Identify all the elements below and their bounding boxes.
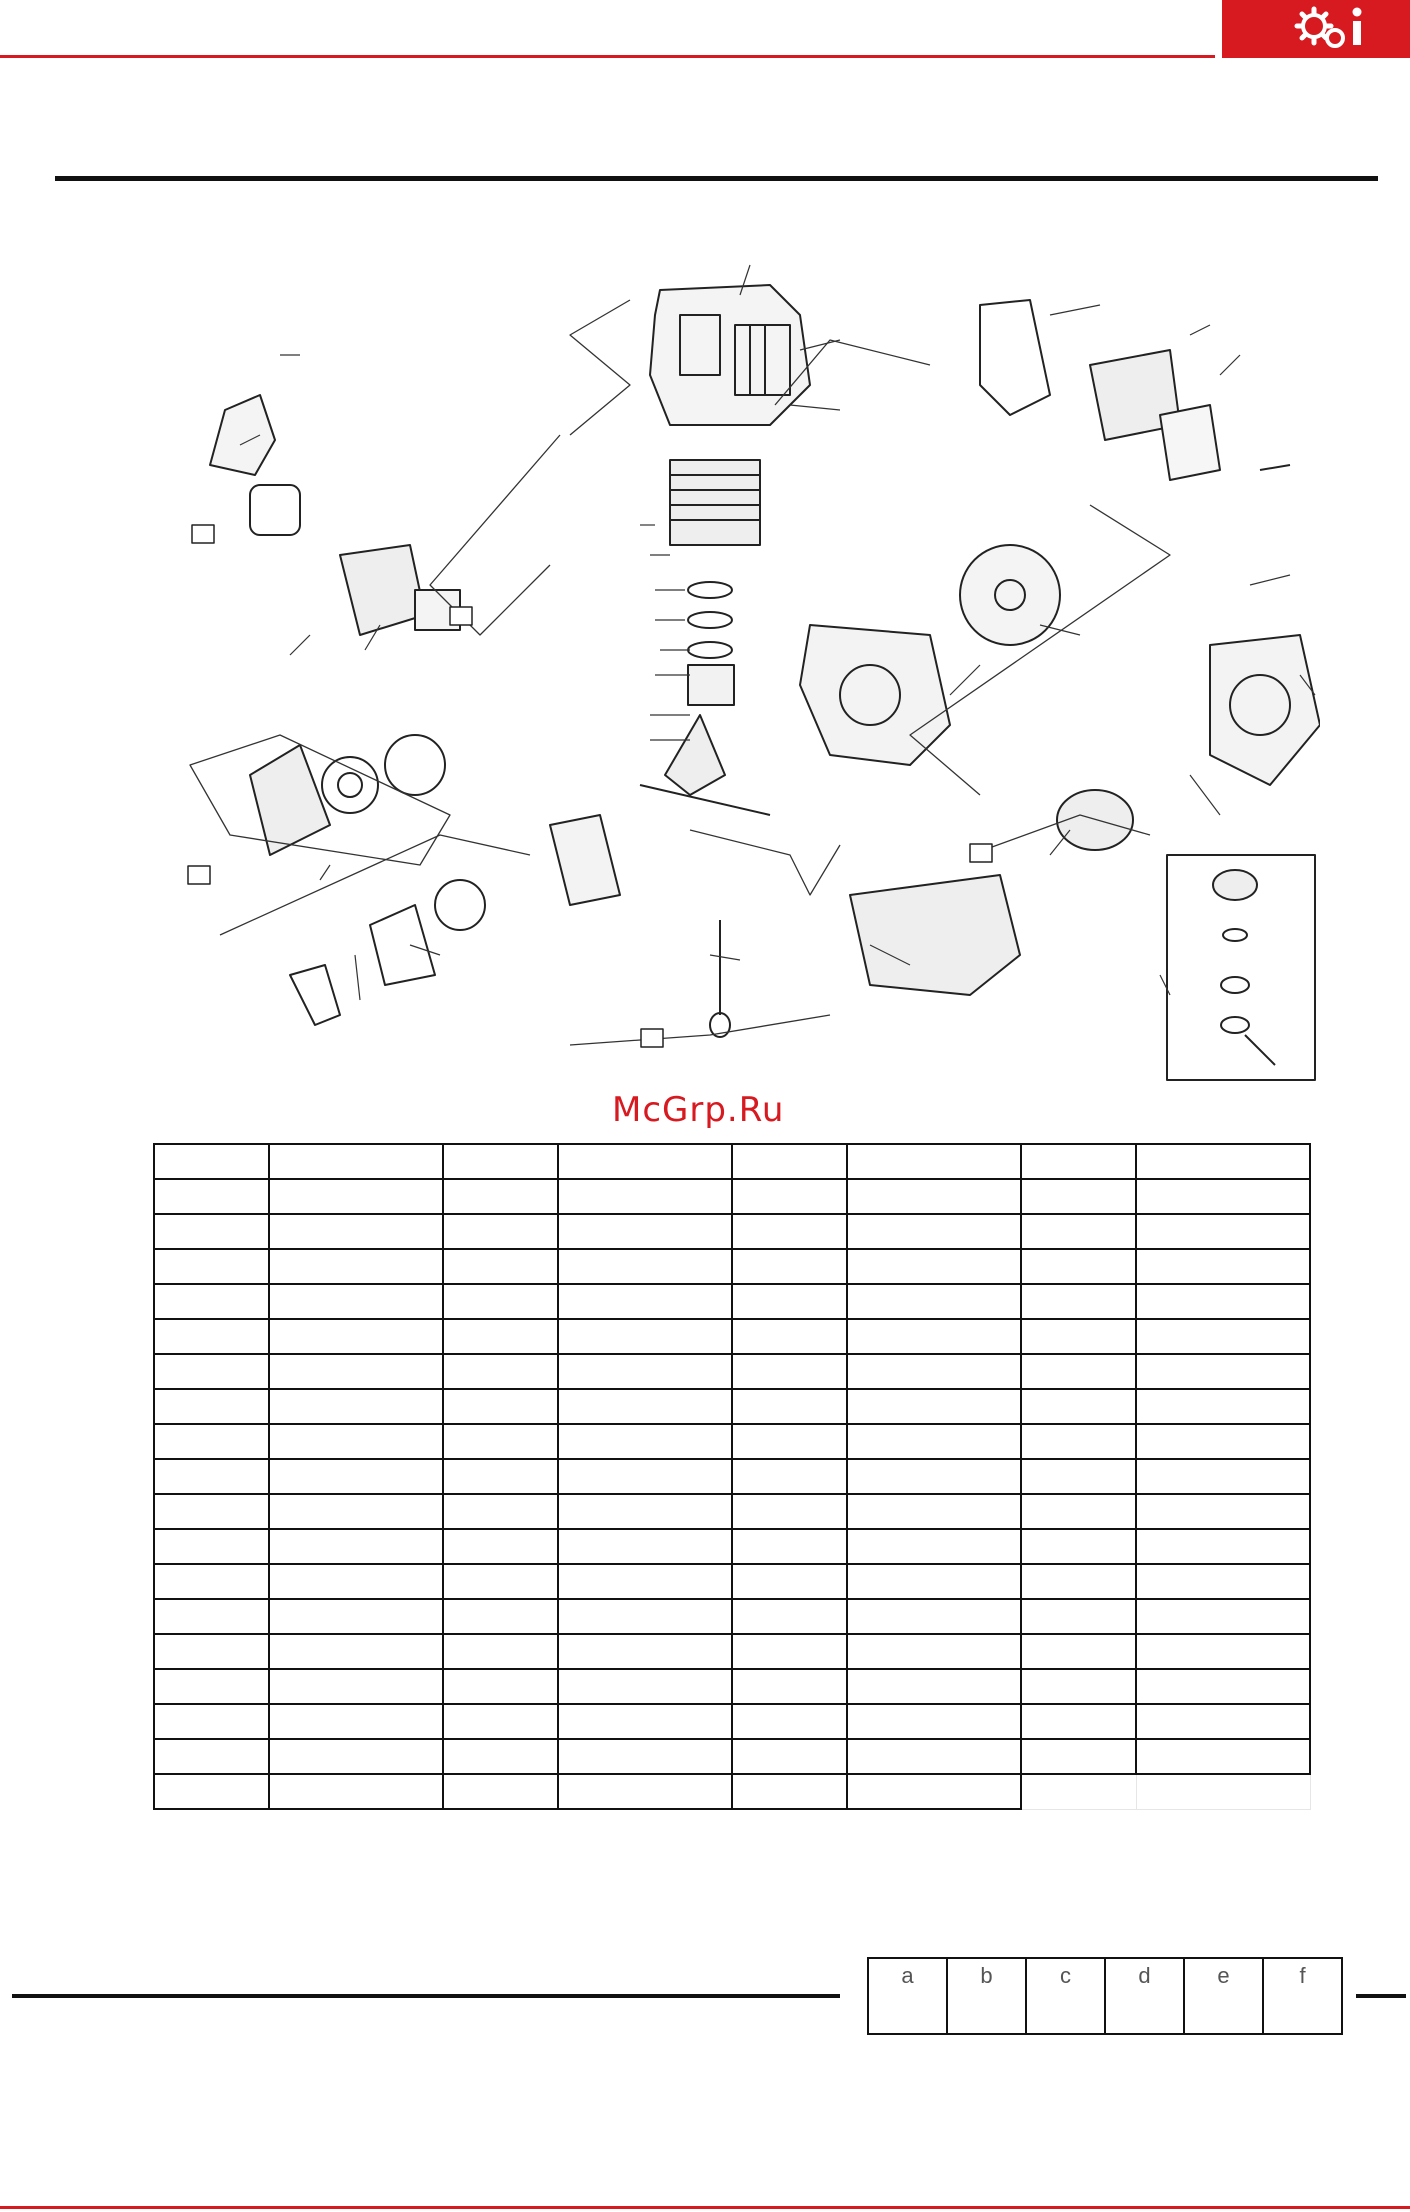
table-cell bbox=[732, 1529, 847, 1564]
language-tab-b[interactable]: b bbox=[947, 1958, 1026, 2034]
table-cell bbox=[558, 1214, 732, 1249]
table-cell bbox=[732, 1249, 847, 1284]
table-cell bbox=[1021, 1599, 1136, 1634]
brand-box bbox=[1222, 0, 1410, 58]
table-cell bbox=[732, 1144, 847, 1179]
table-row bbox=[154, 1389, 1310, 1424]
table-cell bbox=[1136, 1459, 1310, 1494]
table-cell bbox=[1021, 1284, 1136, 1319]
table-cell bbox=[443, 1284, 558, 1319]
language-tab-d[interactable]: d bbox=[1105, 1958, 1184, 2034]
table-cell bbox=[732, 1284, 847, 1319]
table-cell bbox=[1021, 1144, 1136, 1179]
table-cell bbox=[732, 1494, 847, 1529]
table-cell bbox=[1021, 1704, 1136, 1739]
table-cell bbox=[269, 1459, 443, 1494]
table-cell bbox=[847, 1214, 1021, 1249]
table-cell bbox=[269, 1599, 443, 1634]
table-cell bbox=[558, 1319, 732, 1354]
table-cell bbox=[558, 1179, 732, 1214]
table-cell bbox=[443, 1424, 558, 1459]
table-cell bbox=[1136, 1704, 1310, 1739]
table-cell bbox=[443, 1704, 558, 1739]
table-cell bbox=[154, 1774, 269, 1809]
table-cell bbox=[269, 1284, 443, 1319]
table-cell bbox=[732, 1739, 847, 1774]
table-cell bbox=[154, 1704, 269, 1739]
table-cell bbox=[558, 1424, 732, 1459]
table-cell bbox=[732, 1389, 847, 1424]
table-cell bbox=[1021, 1214, 1136, 1249]
table-cell bbox=[1136, 1739, 1310, 1774]
table-cell bbox=[443, 1459, 558, 1494]
starter-housing-part bbox=[1210, 635, 1320, 785]
table-cell bbox=[1136, 1284, 1310, 1319]
table-cell bbox=[1021, 1389, 1136, 1424]
table-cell bbox=[558, 1284, 732, 1319]
table-cell bbox=[269, 1669, 443, 1704]
table-cell bbox=[269, 1389, 443, 1424]
table-row bbox=[154, 1494, 1310, 1529]
table-cell bbox=[732, 1424, 847, 1459]
table-cell bbox=[1136, 1214, 1310, 1249]
table-cell bbox=[558, 1459, 732, 1494]
table-cell bbox=[1136, 1774, 1310, 1809]
table-cell bbox=[443, 1354, 558, 1389]
table-cell bbox=[1021, 1669, 1136, 1704]
table-cell bbox=[847, 1564, 1021, 1599]
table-row bbox=[154, 1319, 1310, 1354]
table-cell bbox=[269, 1739, 443, 1774]
table-cell bbox=[269, 1494, 443, 1529]
table-cell bbox=[154, 1284, 269, 1319]
table-cell bbox=[269, 1249, 443, 1284]
flywheel-part bbox=[960, 545, 1060, 645]
footer-red-line bbox=[0, 2206, 1410, 2209]
table-cell bbox=[732, 1354, 847, 1389]
table-cell bbox=[847, 1599, 1021, 1634]
table-cell bbox=[1136, 1179, 1310, 1214]
table-cell bbox=[847, 1494, 1021, 1529]
table-cell bbox=[847, 1634, 1021, 1669]
table-row bbox=[154, 1459, 1310, 1494]
table-cell bbox=[732, 1704, 847, 1739]
parts-table bbox=[153, 1143, 1311, 1810]
table-row bbox=[154, 1354, 1310, 1389]
table-cell bbox=[443, 1214, 558, 1249]
table-cell bbox=[847, 1144, 1021, 1179]
table-cell bbox=[443, 1564, 558, 1599]
bottom-rule bbox=[12, 1994, 840, 1998]
cover-plate-part bbox=[290, 965, 340, 1025]
table-cell bbox=[269, 1179, 443, 1214]
table-cell bbox=[1136, 1249, 1310, 1284]
table-cell bbox=[443, 1739, 558, 1774]
table-cell bbox=[847, 1739, 1021, 1774]
table-cell bbox=[558, 1494, 732, 1529]
table-cell bbox=[558, 1774, 732, 1809]
table-row bbox=[154, 1249, 1310, 1284]
table-cell bbox=[154, 1214, 269, 1249]
table-cell bbox=[443, 1634, 558, 1669]
table-row bbox=[154, 1144, 1310, 1179]
table-cell bbox=[1136, 1564, 1310, 1599]
cylinder-part bbox=[670, 460, 760, 545]
gasket-part bbox=[370, 905, 435, 985]
table-cell bbox=[847, 1459, 1021, 1494]
fuel-line-part bbox=[710, 920, 730, 1037]
table-cell bbox=[558, 1354, 732, 1389]
recoil-starter-part bbox=[250, 735, 445, 855]
table-cell bbox=[154, 1319, 269, 1354]
language-tab-c[interactable]: c bbox=[1026, 1958, 1105, 2034]
table-cell bbox=[1021, 1634, 1136, 1669]
table-cell bbox=[154, 1424, 269, 1459]
table-cell bbox=[847, 1704, 1021, 1739]
table-cell bbox=[1021, 1739, 1136, 1774]
table-cell bbox=[1136, 1529, 1310, 1564]
table-cell bbox=[1021, 1564, 1136, 1599]
table-cell bbox=[732, 1564, 847, 1599]
table-cell bbox=[154, 1739, 269, 1774]
heat-shield-part bbox=[980, 300, 1050, 415]
table-cell bbox=[1021, 1249, 1136, 1284]
exploded-parts-diagram bbox=[150, 255, 1320, 1090]
table-row bbox=[154, 1529, 1310, 1564]
table-cell bbox=[558, 1564, 732, 1599]
language-tabs bbox=[867, 1957, 1343, 2035]
right-rule bbox=[1356, 1994, 1406, 1998]
table-row bbox=[154, 1774, 1310, 1809]
header-red-line bbox=[0, 55, 1215, 58]
table-row bbox=[154, 1739, 1310, 1774]
table-row bbox=[154, 1599, 1310, 1634]
table-cell bbox=[443, 1599, 558, 1634]
clutch-part bbox=[1057, 790, 1133, 850]
table-cell bbox=[443, 1669, 558, 1704]
table-cell bbox=[847, 1774, 1021, 1809]
crankshaft-part bbox=[640, 715, 770, 815]
table-cell bbox=[1021, 1424, 1136, 1459]
table-cell bbox=[269, 1704, 443, 1739]
table-row bbox=[154, 1564, 1310, 1599]
table-cell bbox=[1021, 1774, 1136, 1809]
table-cell bbox=[154, 1494, 269, 1529]
table-cell bbox=[732, 1214, 847, 1249]
table-cell bbox=[1136, 1144, 1310, 1179]
table-cell bbox=[558, 1249, 732, 1284]
table-cell bbox=[1021, 1529, 1136, 1564]
table-cell bbox=[443, 1529, 558, 1564]
table-cell bbox=[269, 1319, 443, 1354]
table-cell bbox=[1021, 1354, 1136, 1389]
table-cell bbox=[443, 1319, 558, 1354]
table-row bbox=[154, 1634, 1310, 1669]
air-filter-cover-part bbox=[210, 395, 300, 535]
table-cell bbox=[558, 1739, 732, 1774]
language-tab-a[interactable]: a bbox=[868, 1958, 947, 2034]
table-cell bbox=[443, 1179, 558, 1214]
table-cell bbox=[1136, 1389, 1310, 1424]
fuel-cap-part bbox=[1213, 870, 1275, 1065]
table-cell bbox=[847, 1669, 1021, 1704]
table-cell bbox=[443, 1249, 558, 1284]
table-cell bbox=[154, 1249, 269, 1284]
table-cell bbox=[847, 1249, 1021, 1284]
table-cell bbox=[732, 1669, 847, 1704]
table-cell bbox=[558, 1704, 732, 1739]
table-cell bbox=[558, 1599, 732, 1634]
table-cell bbox=[1136, 1424, 1310, 1459]
top-rule bbox=[55, 176, 1378, 181]
table-cell bbox=[154, 1599, 269, 1634]
table-cell bbox=[154, 1459, 269, 1494]
language-tab-f[interactable]: f bbox=[1263, 1958, 1342, 2034]
table-cell bbox=[847, 1319, 1021, 1354]
table-cell bbox=[154, 1144, 269, 1179]
gears-info-icon bbox=[1222, 0, 1410, 58]
piston-part bbox=[688, 582, 734, 705]
table-cell bbox=[1021, 1319, 1136, 1354]
table-cell bbox=[1021, 1179, 1136, 1214]
table-cell bbox=[732, 1634, 847, 1669]
table-cell bbox=[847, 1529, 1021, 1564]
table-row bbox=[154, 1424, 1310, 1459]
table-cell bbox=[558, 1144, 732, 1179]
table-cell bbox=[732, 1319, 847, 1354]
table-cell bbox=[732, 1599, 847, 1634]
table-cell bbox=[558, 1669, 732, 1704]
muffler-part bbox=[1090, 350, 1290, 480]
table-row bbox=[154, 1704, 1310, 1739]
table-cell bbox=[269, 1424, 443, 1459]
fuel-tank-part bbox=[850, 875, 1020, 995]
table-cell bbox=[732, 1179, 847, 1214]
table-cell bbox=[154, 1564, 269, 1599]
table-cell bbox=[269, 1564, 443, 1599]
table-cell bbox=[269, 1529, 443, 1564]
table-cell bbox=[847, 1284, 1021, 1319]
table-row bbox=[154, 1179, 1310, 1214]
table-cell bbox=[732, 1459, 847, 1494]
table-cell bbox=[558, 1634, 732, 1669]
table-cell bbox=[269, 1634, 443, 1669]
carburetor-part bbox=[340, 545, 460, 635]
table-cell bbox=[558, 1529, 732, 1564]
table-cell bbox=[558, 1389, 732, 1424]
table-cell bbox=[443, 1774, 558, 1809]
table-cell bbox=[154, 1634, 269, 1669]
table-cell bbox=[269, 1214, 443, 1249]
table-cell bbox=[847, 1424, 1021, 1459]
table-cell bbox=[847, 1179, 1021, 1214]
engine-cover-part bbox=[650, 285, 810, 425]
table-cell bbox=[269, 1354, 443, 1389]
table-cell bbox=[1136, 1669, 1310, 1704]
table-cell bbox=[732, 1774, 847, 1809]
table-cell bbox=[1136, 1319, 1310, 1354]
table-cell bbox=[154, 1179, 269, 1214]
gear-housing-part bbox=[435, 815, 620, 930]
table-cell bbox=[443, 1389, 558, 1424]
watermark-text: McGrp.Ru bbox=[612, 1090, 785, 1130]
table-cell bbox=[443, 1144, 558, 1179]
table-cell bbox=[443, 1494, 558, 1529]
table-row bbox=[154, 1669, 1310, 1704]
table-cell bbox=[1021, 1494, 1136, 1529]
table-row bbox=[154, 1284, 1310, 1319]
table-cell bbox=[1136, 1599, 1310, 1634]
table-cell bbox=[154, 1529, 269, 1564]
table-cell bbox=[269, 1774, 443, 1809]
table-cell bbox=[1021, 1459, 1136, 1494]
table-cell bbox=[847, 1389, 1021, 1424]
table-cell bbox=[269, 1144, 443, 1179]
table-cell bbox=[154, 1389, 269, 1424]
table-row bbox=[154, 1214, 1310, 1249]
table-cell bbox=[1136, 1634, 1310, 1669]
table-cell bbox=[847, 1354, 1021, 1389]
table-cell bbox=[154, 1669, 269, 1704]
table-cell bbox=[1136, 1494, 1310, 1529]
crankcase-part bbox=[800, 625, 950, 765]
table-cell bbox=[1136, 1354, 1310, 1389]
table-cell bbox=[154, 1354, 269, 1389]
language-tab-e[interactable]: e bbox=[1184, 1958, 1263, 2034]
